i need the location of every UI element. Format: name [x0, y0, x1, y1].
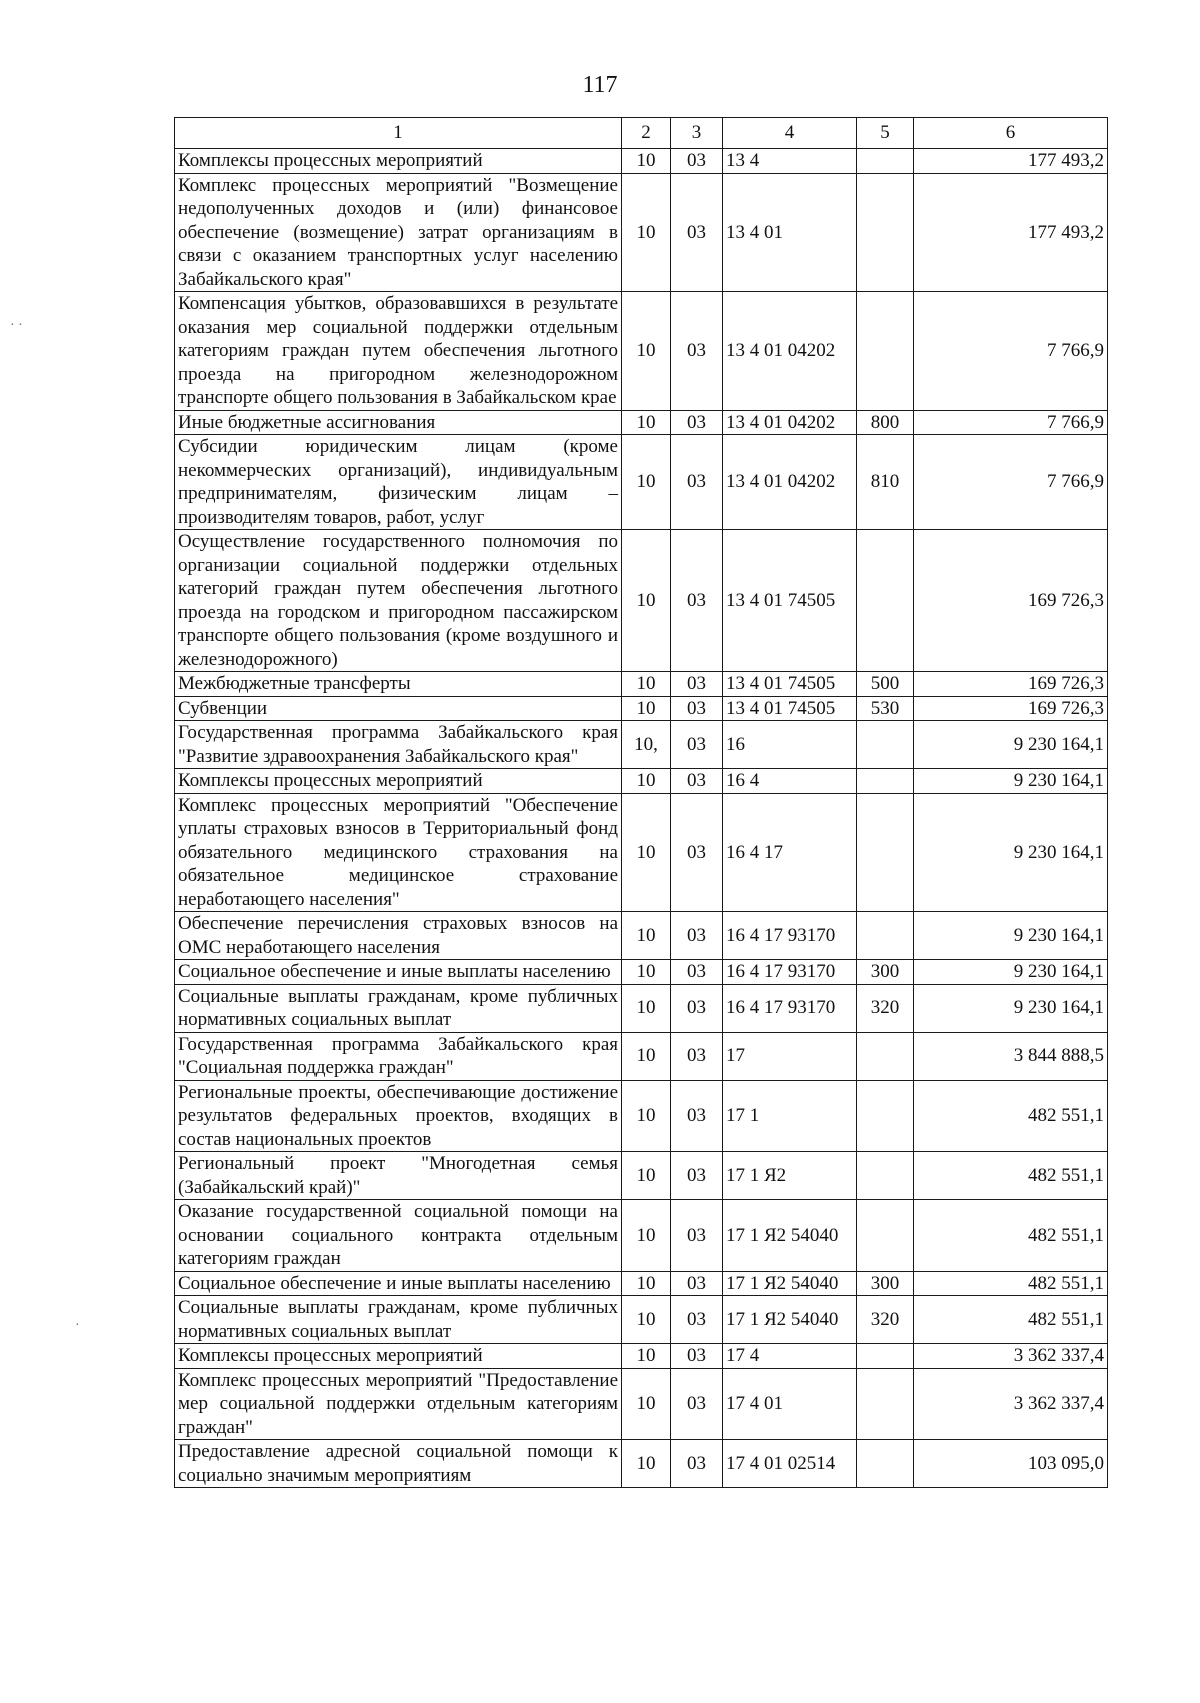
table-row — [175, 721, 1108, 769]
section-code: 10 — [622, 1032, 671, 1080]
subsection-code: 03 — [671, 1368, 723, 1440]
table-body — [175, 149, 1108, 1488]
expense-type-code — [857, 1200, 914, 1272]
table-row — [175, 1080, 1108, 1152]
table-row — [175, 672, 1108, 697]
amount: 9 230 164,1 — [914, 960, 1108, 985]
target-article-code: 16 4 17 — [723, 793, 857, 912]
expense-type-code — [857, 1080, 914, 1152]
subsection-code: 03 — [671, 1271, 723, 1296]
row-name: Социальное обеспечение и иные выплаты населению — [175, 960, 622, 985]
target-article-code: 17 — [723, 1032, 857, 1080]
amount: 9 230 164,1 — [914, 912, 1108, 960]
amount: 482 551,1 — [914, 1080, 1108, 1152]
target-article-code: 13 4 01 04202 — [723, 292, 857, 411]
amount: 482 551,1 — [914, 1271, 1108, 1296]
expense-type-code — [857, 721, 914, 769]
subsection-code: 03 — [671, 435, 723, 530]
table-row — [175, 984, 1108, 1032]
section-code: 10 — [622, 960, 671, 985]
expense-type-code: 530 — [857, 696, 914, 721]
row-name: Комплекс процессных мероприятий "Возмещение недополученных доходов и (или) финансовое обеспечение (возмещение) затрат организациям в связи с оказанием транспортных услуг населению Забайкальского края" — [175, 173, 622, 292]
expense-type-code: 300 — [857, 960, 914, 985]
expense-type-code — [857, 912, 914, 960]
subsection-code: 03 — [671, 960, 723, 985]
subsection-code: 03 — [671, 769, 723, 794]
row-name: Региональные проекты, обеспечивающие достижение результатов федеральных проектов, входящих в состав национальных проектов — [175, 1080, 622, 1152]
subsection-code: 03 — [671, 149, 723, 174]
expense-type-code — [857, 292, 914, 411]
row-name: Иные бюджетные ассигнования — [175, 410, 622, 435]
section-code: 10 — [622, 1296, 671, 1344]
section-code: 10 — [622, 1080, 671, 1152]
subsection-code: 03 — [671, 793, 723, 912]
amount: 103 095,0 — [914, 1440, 1108, 1488]
header-col-3: 3 — [671, 118, 723, 149]
expense-type-code — [857, 1368, 914, 1440]
amount: 482 551,1 — [914, 1152, 1108, 1200]
section-code: 10 — [622, 1344, 671, 1369]
target-article-code: 13 4 01 74505 — [723, 530, 857, 672]
row-name: Государственная программа Забайкальского края "Развитие здравоохранения Забайкальского края" — [175, 721, 622, 769]
subsection-code: 03 — [671, 984, 723, 1032]
row-name: Социальные выплаты гражданам, кроме публичных нормативных социальных выплат — [175, 984, 622, 1032]
section-code: 10 — [622, 672, 671, 697]
table-row — [175, 1271, 1108, 1296]
amount: 169 726,3 — [914, 672, 1108, 697]
section-code: 10 — [622, 435, 671, 530]
table-row — [175, 1344, 1108, 1369]
target-article-code: 13 4 01 — [723, 173, 857, 292]
target-article-code: 17 1 — [723, 1080, 857, 1152]
section-code: 10 — [622, 1200, 671, 1272]
row-name: Субвенции — [175, 696, 622, 721]
subsection-code: 03 — [671, 672, 723, 697]
target-article-code: 17 1 Я2 54040 — [723, 1296, 857, 1344]
scan-speck: · — [75, 1318, 80, 1333]
table-row — [175, 793, 1108, 912]
header-row — [175, 118, 1108, 149]
subsection-code: 03 — [671, 530, 723, 672]
section-code: 10 — [622, 769, 671, 794]
target-article-code: 13 4 01 04202 — [723, 435, 857, 530]
header-col-5: 5 — [857, 118, 914, 149]
row-name: Комплекс процессных мероприятий "Обеспечение уплаты страховых взносов в Территориальный фонд обязательного медицинского страхования на обязательное медицинское страхование неработающего населения" — [175, 793, 622, 912]
section-code: 10 — [622, 1440, 671, 1488]
row-name: Осуществление государственного полномочия по организации социальной поддержки отдельных категорий граждан путем обеспечения льготного проезда на городском и пригородном пассажирском транспорте общего пользования (кроме воздушного и железнодорожного) — [175, 530, 622, 672]
section-code: 10 — [622, 912, 671, 960]
amount: 3 362 337,4 — [914, 1344, 1108, 1369]
target-article-code: 16 4 17 93170 — [723, 960, 857, 985]
amount: 482 551,1 — [914, 1296, 1108, 1344]
budget-table — [174, 117, 1108, 1488]
row-name: Комплекс процессных мероприятий "Предоставление мер социальной поддержки отдельным категориям граждан" — [175, 1368, 622, 1440]
target-article-code: 17 4 01 — [723, 1368, 857, 1440]
expense-type-code — [857, 793, 914, 912]
table-row — [175, 435, 1108, 530]
table-row — [175, 912, 1108, 960]
target-article-code: 17 1 Я2 — [723, 1152, 857, 1200]
table-row — [175, 173, 1108, 292]
section-code: 10, — [622, 721, 671, 769]
target-article-code: 17 4 01 02514 — [723, 1440, 857, 1488]
subsection-code: 03 — [671, 410, 723, 435]
subsection-code: 03 — [671, 292, 723, 411]
subsection-code: 03 — [671, 1152, 723, 1200]
header-col-1: 1 — [175, 118, 622, 149]
section-code: 10 — [622, 530, 671, 672]
amount: 7 766,9 — [914, 410, 1108, 435]
row-name: Социальные выплаты гражданам, кроме публичных нормативных социальных выплат — [175, 1296, 622, 1344]
section-code: 10 — [622, 1271, 671, 1296]
amount: 482 551,1 — [914, 1200, 1108, 1272]
subsection-code: 03 — [671, 1200, 723, 1272]
header-col-6: 6 — [914, 118, 1108, 149]
subsection-code: 03 — [671, 721, 723, 769]
table-row — [175, 696, 1108, 721]
expense-type-code — [857, 149, 914, 174]
table-row — [175, 1032, 1108, 1080]
section-code: 10 — [622, 173, 671, 292]
section-code: 10 — [622, 1152, 671, 1200]
subsection-code: 03 — [671, 1296, 723, 1344]
target-article-code: 16 — [723, 721, 857, 769]
table-header — [175, 118, 1108, 149]
subsection-code: 03 — [671, 173, 723, 292]
target-article-code: 13 4 01 74505 — [723, 672, 857, 697]
row-name: Комплексы процессных мероприятий — [175, 149, 622, 174]
amount: 9 230 164,1 — [914, 769, 1108, 794]
header-col-4: 4 — [723, 118, 857, 149]
target-article-code: 17 1 Я2 54040 — [723, 1200, 857, 1272]
section-code: 10 — [622, 410, 671, 435]
header-col-2: 2 — [622, 118, 671, 149]
row-name: Комплексы процессных мероприятий — [175, 1344, 622, 1369]
subsection-code: 03 — [671, 1440, 723, 1488]
section-code: 10 — [622, 984, 671, 1032]
expense-type-code — [857, 1440, 914, 1488]
amount: 9 230 164,1 — [914, 984, 1108, 1032]
amount: 177 493,2 — [914, 149, 1108, 174]
page-number: 117 — [582, 72, 618, 98]
table-row — [175, 960, 1108, 985]
table-row — [175, 1200, 1108, 1272]
section-code: 10 — [622, 1368, 671, 1440]
table-row — [175, 410, 1108, 435]
expense-type-code — [857, 769, 914, 794]
table-row — [175, 149, 1108, 174]
target-article-code: 17 1 Я2 54040 — [723, 1271, 857, 1296]
subsection-code: 03 — [671, 1080, 723, 1152]
row-name: Государственная программа Забайкальского края "Социальная поддержка граждан" — [175, 1032, 622, 1080]
table-row — [175, 1296, 1108, 1344]
table-row — [175, 1440, 1108, 1488]
subsection-code: 03 — [671, 912, 723, 960]
row-name: Межбюджетные трансферты — [175, 672, 622, 697]
target-article-code: 17 4 — [723, 1344, 857, 1369]
expense-type-code: 810 — [857, 435, 914, 530]
amount: 169 726,3 — [914, 696, 1108, 721]
expense-type-code — [857, 530, 914, 672]
section-code: 10 — [622, 696, 671, 721]
subsection-code: 03 — [671, 696, 723, 721]
target-article-code: 13 4 — [723, 149, 857, 174]
table-row — [175, 1152, 1108, 1200]
target-article-code: 16 4 — [723, 769, 857, 794]
expense-type-code: 500 — [857, 672, 914, 697]
target-article-code: 16 4 17 93170 — [723, 984, 857, 1032]
target-article-code: 16 4 17 93170 — [723, 912, 857, 960]
scan-speck: · · — [10, 318, 23, 333]
target-article-code: 13 4 01 04202 — [723, 410, 857, 435]
amount: 9 230 164,1 — [914, 721, 1108, 769]
table-row — [175, 769, 1108, 794]
expense-type-code: 320 — [857, 984, 914, 1032]
expense-type-code — [857, 173, 914, 292]
expense-type-code — [857, 1344, 914, 1369]
expense-type-code: 800 — [857, 410, 914, 435]
row-name: Субсидии юридическим лицам (кроме некоммерческих организаций), индивидуальным предпринимателям, физическим лицам – производителям товаров, работ, услуг — [175, 435, 622, 530]
amount: 169 726,3 — [914, 530, 1108, 672]
row-name: Компенсация убытков, образовавшихся в результате оказания мер социальной поддержки отдельным категориям граждан путем обеспечения льготного проезда на пригородном железнодорожном транспорте общего пользования в Забайкальском крае — [175, 292, 622, 411]
table-row — [175, 1368, 1108, 1440]
expense-type-code: 320 — [857, 1296, 914, 1344]
amount: 7 766,9 — [914, 435, 1108, 530]
expense-type-code — [857, 1152, 914, 1200]
amount: 7 766,9 — [914, 292, 1108, 411]
expense-type-code — [857, 1032, 914, 1080]
row-name: Региональный проект "Многодетная семья (Забайкальский край)" — [175, 1152, 622, 1200]
section-code: 10 — [622, 292, 671, 411]
expense-type-code: 300 — [857, 1271, 914, 1296]
amount: 3 362 337,4 — [914, 1368, 1108, 1440]
row-name: Оказание государственной социальной помощи на основании социального контракта отдельным категориям граждан — [175, 1200, 622, 1272]
row-name: Обеспечение перечисления страховых взносов на ОМС неработающего населения — [175, 912, 622, 960]
section-code: 10 — [622, 149, 671, 174]
amount: 9 230 164,1 — [914, 793, 1108, 912]
subsection-code: 03 — [671, 1032, 723, 1080]
row-name: Предоставление адресной социальной помощи к социально значимым мероприятиям — [175, 1440, 622, 1488]
target-article-code: 13 4 01 74505 — [723, 696, 857, 721]
table-row — [175, 530, 1108, 672]
row-name: Комплексы процессных мероприятий — [175, 769, 622, 794]
amount: 3 844 888,5 — [914, 1032, 1108, 1080]
subsection-code: 03 — [671, 1344, 723, 1369]
amount: 177 493,2 — [914, 173, 1108, 292]
table-row — [175, 292, 1108, 411]
section-code: 10 — [622, 793, 671, 912]
row-name: Социальное обеспечение и иные выплаты населению — [175, 1271, 622, 1296]
